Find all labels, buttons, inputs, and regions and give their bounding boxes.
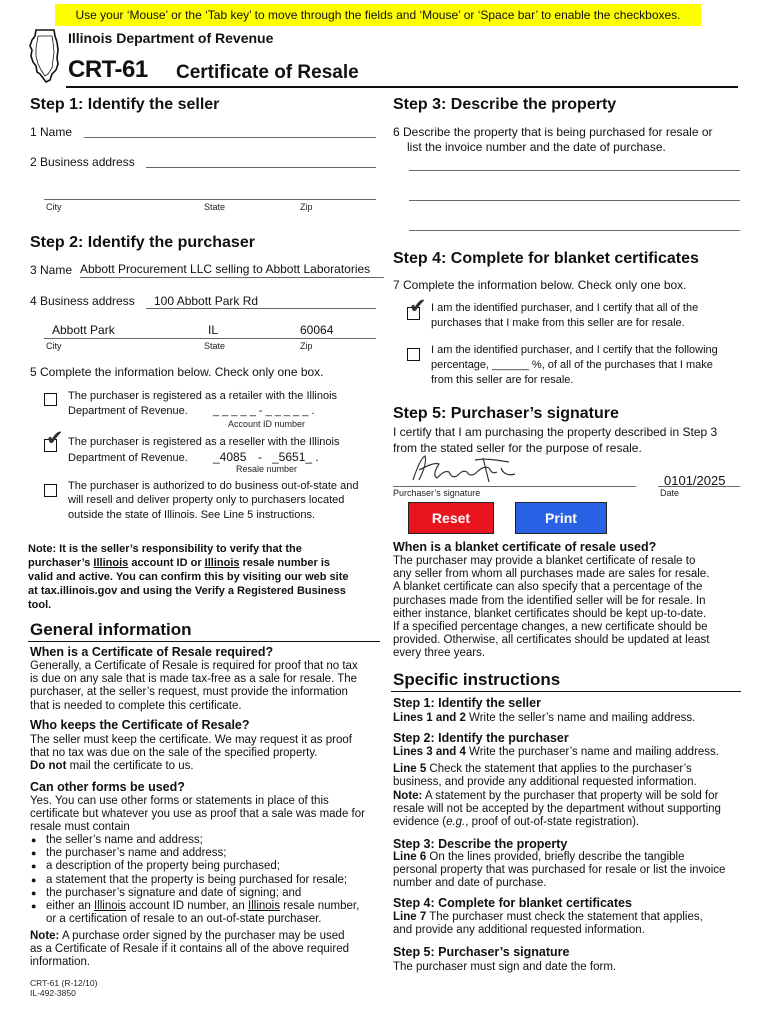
out-of-state-line1: The purchaser is authorized to do business out-of-state and xyxy=(68,480,359,492)
seller-state-label: State xyxy=(204,202,226,212)
account-id-label: Account ID number xyxy=(228,419,306,429)
reseller-option-line2: Department of Revenue. xyxy=(68,452,188,464)
signature-line xyxy=(393,486,636,487)
spec-step4-heading: Step 4: Complete for blanket certificates xyxy=(393,896,632,910)
q-required-heading: When is a Certificate of Resale required? xyxy=(30,645,274,659)
date-line xyxy=(658,486,740,487)
specific-rule xyxy=(391,691,741,692)
step4-heading: Step 4: Complete for blanket certificates xyxy=(393,250,699,267)
q-required-text: Generally, a Certificate of Resale is required for proof that no tax is due on any sale that is made tax-free as a sale for resale. The purchaser, at the seller’s request, must provide the information that is needed to complete this certificate. xyxy=(30,660,358,712)
blanket-percent-line3: from this seller are for resale. xyxy=(431,374,574,386)
resale-number-part1[interactable]: _4085 xyxy=(213,450,247,464)
note-line1: Note: It is the seller’s responsibility to verify that the xyxy=(28,543,302,555)
blanket-all-line1: I am the identified purchaser, and I certify that all of the xyxy=(431,302,699,314)
spec-step2-heading: Step 2: Identify the purchaser xyxy=(393,731,569,745)
line7-instruction: 7 Complete the information below. Check only one box. xyxy=(393,278,687,292)
purchaser-name-line xyxy=(80,277,384,278)
print-button[interactable]: Print xyxy=(515,502,607,534)
certify-line2: from the stated seller for the purpose of resale. xyxy=(393,441,642,455)
q-other-forms-heading: Can other forms be used? xyxy=(30,780,185,794)
reset-button[interactable]: Reset xyxy=(408,502,494,534)
seller-zip-label: Zip xyxy=(300,202,313,212)
blanket-percent-line1: I am the identified purchaser, and I certify that the following xyxy=(431,344,718,356)
purchaser-name-label: 3 Name xyxy=(30,263,73,277)
handwritten-signature[interactable] xyxy=(405,448,520,488)
resale-number-label: Resale number xyxy=(236,464,298,474)
general-info-rule xyxy=(28,641,380,642)
form-number: CRT-61 xyxy=(68,56,148,83)
spec-step3-text: Line 6 On the lines provided, briefly describe the tangible personal property that was purchased for resale or list the invoice number and date of purchase. xyxy=(393,851,726,890)
purchaser-address-label: 4 Business address xyxy=(30,294,135,308)
q-keeps-heading: Who keeps the Certificate of Resale? xyxy=(30,718,250,732)
list-item: ● the purchaser’s name and address; xyxy=(30,847,390,860)
step3-heading: Step 3: Describe the property xyxy=(393,96,617,113)
form-title: Certificate of Resale xyxy=(176,62,359,83)
step2-heading: Step 2: Identify the purchaser xyxy=(30,234,255,251)
purchase-order-note: Note: A purchase order signed by the purchaser may be used as a Certificate of Resale if it contains all of the above required information. xyxy=(30,930,349,969)
resale-number-dash: - xyxy=(258,450,262,464)
seller-note xyxy=(28,542,388,612)
list-item: ● a statement that the property is being purchased for resale; xyxy=(30,874,390,887)
seller-address-label: 2 Business address xyxy=(30,155,135,169)
purchaser-zip-label: Zip xyxy=(300,341,313,351)
retailer-option-line1: The purchaser is registered as a retailer with the Illinois xyxy=(68,390,338,402)
list-item: ● the purchaser’s signature and date of signing; and xyxy=(30,887,390,900)
list-item: ● the seller’s name and address; xyxy=(30,834,390,847)
blanket-percent-line2[interactable]: percentage, ______ %, of all of the purchases that I make xyxy=(431,359,713,371)
out-of-state-line3: outside the state of Illinois. See Line 5 instructions. xyxy=(68,509,316,521)
out-of-state-checkbox[interactable] xyxy=(44,484,57,497)
property-description-line1: 6 Describe the property that is being purchased for resale or xyxy=(393,125,713,139)
retailer-checkbox[interactable] xyxy=(44,393,57,406)
account-id-field[interactable]: _ _ _ _ _ - _ _ _ _ _ . xyxy=(213,405,315,417)
purchaser-address-value[interactable]: 100 Abbott Park Rd xyxy=(154,294,259,308)
purchaser-address-line xyxy=(146,308,376,309)
seller-city-state-zip-field[interactable] xyxy=(44,199,376,200)
blanket-q-heading: When is a blanket certificate of resale used? xyxy=(393,540,657,554)
reseller-option-line1: The purchaser is registered as a reseller with the Illinois xyxy=(68,436,340,448)
signature-date-value[interactable]: 0101/2025 xyxy=(664,473,726,488)
certify-line1: I certify that I am purchasing the property described in Step 3 xyxy=(393,425,718,439)
purchaser-name-value[interactable]: Abbott Procurement LLC selling to Abbott Laboratories xyxy=(80,262,371,276)
agency-name: Illinois Department of Revenue xyxy=(68,30,274,46)
purchaser-state-label: State xyxy=(204,341,226,351)
q-other-forms-text: Yes. You can use other forms or statements in place of this certificate but whatever you use as proof that a sale was made for resale must contain xyxy=(30,795,365,834)
out-of-state-line2: will resell and deliver property only to purchasers located xyxy=(68,494,345,506)
list-item: ● a description of the property being purchased; xyxy=(30,860,390,873)
purchaser-city-value[interactable]: Abbott Park xyxy=(52,323,115,337)
property-description-line2: list the invoice number and the date of purchase. xyxy=(407,140,666,154)
resale-number-part2[interactable]: _5651_ . xyxy=(272,450,319,464)
spec-step5-text: The purchaser must sign and date the form. xyxy=(393,961,617,973)
line5-instruction: 5 Complete the information below. Check only one box. xyxy=(30,365,324,379)
seller-city-label: City xyxy=(46,202,62,212)
required-items-list xyxy=(30,834,390,913)
bullet6-line2: or a certification of resale to an out-of-state purchaser. xyxy=(46,913,322,925)
blanket-all-line2: purchases that I make from this seller are for resale. xyxy=(431,317,685,329)
spec-step1-heading: Step 1: Identify the seller xyxy=(393,696,541,710)
seller-name-label: 1 Name xyxy=(30,125,73,139)
note-line5: tool. xyxy=(28,599,52,611)
checkmark-icon: ✔ xyxy=(409,295,427,318)
retailer-option-line2: Department of Revenue. xyxy=(68,405,188,417)
step1-heading: Step 1: Identify the seller xyxy=(30,96,220,113)
general-info-heading: General information xyxy=(30,620,192,639)
spec-step1-text: Lines 1 and 2 Write the seller’s name and mailing address. xyxy=(393,712,696,724)
checkmark-icon: ✔ xyxy=(46,427,64,450)
seller-address-field[interactable] xyxy=(146,167,376,168)
property-field-1[interactable] xyxy=(409,170,740,171)
list-item: ● either an Illinois account ID number, an Illinois resale number, xyxy=(30,900,390,913)
seller-name-field[interactable] xyxy=(84,137,376,138)
spec-step3-heading: Step 3: Describe the property xyxy=(393,837,568,851)
purchaser-zip-value[interactable]: 60064 xyxy=(300,323,334,337)
purchaser-city-label: City xyxy=(46,341,62,351)
blanket-percent-checkbox[interactable] xyxy=(407,348,420,361)
property-field-3[interactable] xyxy=(409,230,740,231)
q-keeps-text: The seller must keep the certificate. We may request it as proof that no tax was due on the sale of the specified property. Do not mail the certificate to us. xyxy=(30,734,352,773)
title-rule xyxy=(66,86,738,88)
date-label: Date xyxy=(660,488,680,498)
step5-heading: Step 5: Purchaser’s signature xyxy=(393,405,619,422)
note-line2: purchaser’s Illinois account ID or Illinois resale number is xyxy=(28,557,331,569)
spec-step5-heading: Step 5: Purchaser’s signature xyxy=(393,945,570,959)
purchaser-state-value[interactable]: IL xyxy=(208,323,219,337)
signature-label: Purchaser’s signature xyxy=(393,488,481,498)
blanket-q-text: The purchaser may provide a blanket certificate of resale to any seller from whom all purchases made are sales for resale. A blanket certificate can also specify that a percentage of the purchases made from the identified seller will be for resale. In either instance, blanket certificates should be kept up-to-date. If a specified percentage changes, a new certificate should be provided. Otherwise, all certificates should be updated at least every three years. xyxy=(393,555,710,660)
spec-step2-text: Lines 3 and 4 Write the purchaser’s name and mailing address. Line 5 Check the statement that applies to the purchaser’s business, and provide any additional requested information. Note: A statement by the purchaser that property will be sold for resale will not be accepted by the department without supporting evidence (e.g., proof of out-of-state registration). xyxy=(393,746,721,829)
form-footer: CRT-61 (R-12/10) IL-492-3850 xyxy=(30,978,98,998)
property-field-2[interactable] xyxy=(409,200,740,201)
note-line4: at tax.illinois.gov and using the Verify a Registered Business xyxy=(28,585,346,597)
specific-instructions-heading: Specific instructions xyxy=(393,670,561,689)
note-line3: valid and active. You can confirm this by visiting our web site xyxy=(28,571,349,583)
purchaser-csz-line xyxy=(44,338,376,339)
illinois-state-icon xyxy=(28,28,62,84)
spec-step4-text: Line 7 The purchaser must check the statement that applies, and provide any additional requested information. xyxy=(393,911,703,937)
instruction-banner: Use your ‘Mouse’ or the ‘Tab key’ to move through the fields and ‘Mouse’ or ‘Space bar’ to enable the checkboxes. xyxy=(55,4,701,26)
